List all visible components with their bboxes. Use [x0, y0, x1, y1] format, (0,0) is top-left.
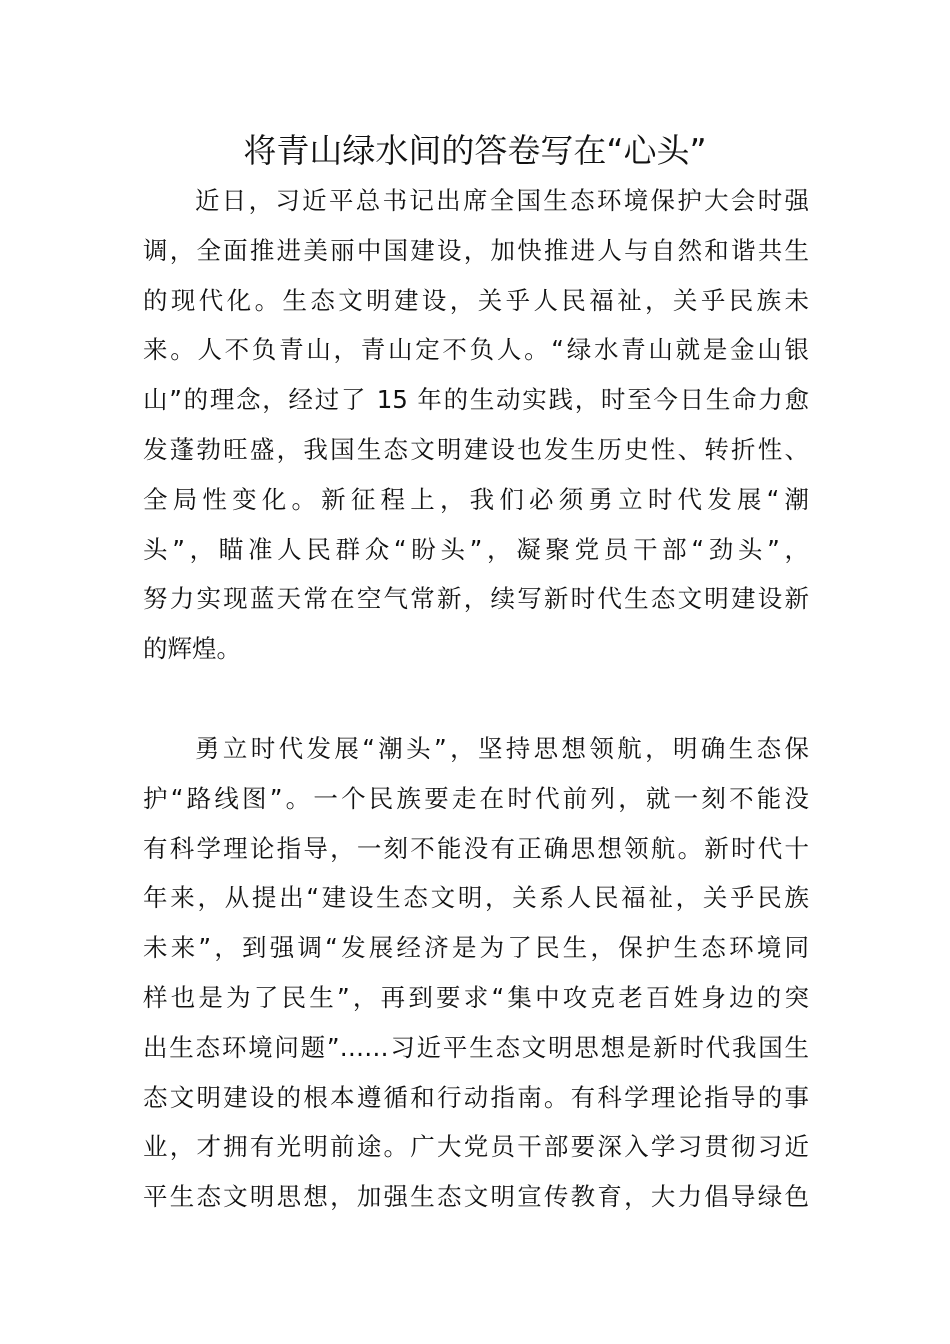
- paragraph-line: 头”，瞄准人民群众“盼头”，凝聚党员干部“劲头”，: [143, 534, 809, 564]
- paragraph-line: 出生态环境问题”……习近平生态文明思想是新时代我国生: [143, 1032, 809, 1062]
- paragraph-line: 样也是为了民生”，再到要求“集中攻克老百姓身边的突: [143, 982, 809, 1012]
- paragraph-line: 未来”，到强调“发展经济是为了民生，保护生态环境同: [143, 933, 809, 963]
- paragraph-line: 努力实现蓝天常在空气常新，续写新时代生态文明建设新: [143, 584, 809, 614]
- paragraph-line: 年来，从提出“建设生态文明，关系人民福祉，关乎民族: [143, 883, 809, 913]
- paragraph-line: 平生态文明思想，加强生态文明宣传教育，大力倡导绿色: [143, 1182, 809, 1212]
- paragraph-line: 护“路线图”。一个民族要走在时代前列，就一刻不能没: [143, 783, 809, 813]
- paragraph-line: 近日，习近平总书记出席全国生态环境保护大会时强: [195, 186, 809, 215]
- paragraph-line: 发蓬勃旺盛，我国生态文明建设也发生历史性、转折性、: [143, 434, 809, 464]
- paragraph-line: 有科学理论指导，一刻不能没有正确思想领航。新时代十: [143, 833, 809, 863]
- paragraph-line: 山”的理念，经过了 15 年的生动实践，时至今日生命力愈: [143, 385, 809, 415]
- paragraph-line: 全局性变化。新征程上，我们必须勇立时代发展“潮: [143, 484, 809, 514]
- paragraph-line: 调，全面推进美丽中国建设，加快推进人与自然和谐共生: [143, 235, 809, 265]
- paragraph-line: 业，才拥有光明前途。广大党员干部要深入学习贯彻习近: [143, 1132, 809, 1162]
- paragraph-1: [143, 176, 809, 674]
- paragraph-line: 的辉煌。: [143, 634, 241, 664]
- paragraph-line: 态文明建设的根本遵循和行动指南。有科学理论指导的事: [143, 1082, 809, 1112]
- paragraph-2: [143, 724, 809, 1222]
- document-title: 将青山绿水间的答卷写在“心头”: [243, 131, 707, 170]
- paragraph-line: 来。人不负青山，青山定不负人。“绿水青山就是金山银: [143, 335, 809, 365]
- paragraph-line: 的现代化。生态文明建设，关乎人民福祉，关乎民族未: [143, 285, 809, 315]
- paragraph-line: 勇立时代发展“潮头”，坚持思想领航，明确生态保: [195, 734, 809, 763]
